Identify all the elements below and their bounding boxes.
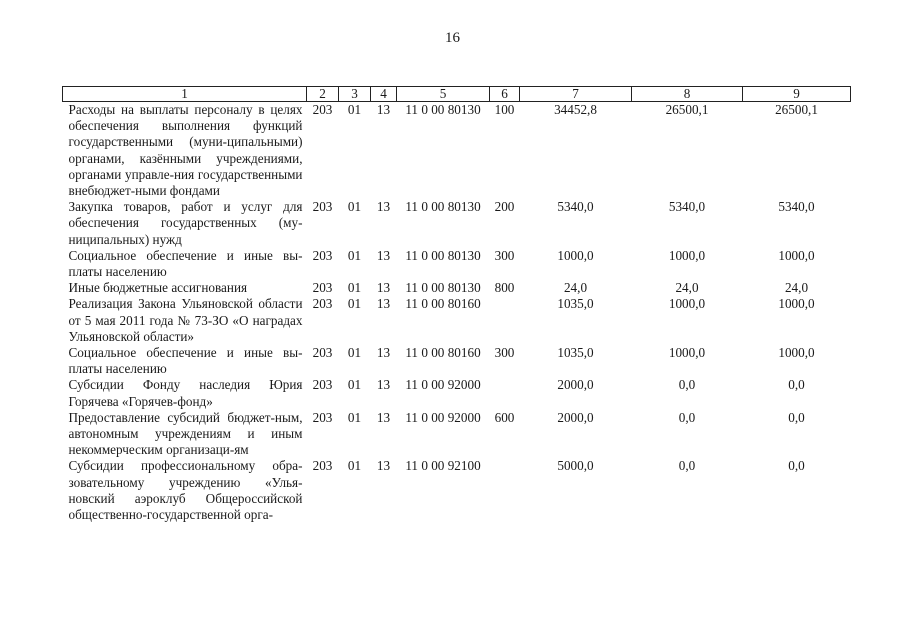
table-row bbox=[63, 410, 851, 459]
row-description: Реализация Закона Ульяновской области от 5 мая 2011 года № 73-ЗО «О наградах Ульяновской области» bbox=[68, 296, 303, 344]
col-header-3: 3 bbox=[339, 87, 371, 102]
col-header-7: 7 bbox=[520, 87, 632, 102]
col-header-6: 6 bbox=[490, 87, 520, 102]
table-row bbox=[63, 377, 851, 409]
table-row bbox=[63, 248, 851, 280]
col-header-4: 4 bbox=[371, 87, 397, 102]
cell-c4: 13 bbox=[376, 247, 391, 263]
cell-c7: 1035,0 bbox=[557, 296, 594, 312]
cell-c6: 200 bbox=[494, 199, 515, 215]
cell-c9: 1000,0 bbox=[778, 296, 815, 312]
table-row bbox=[63, 345, 851, 377]
cell-c3: 01 bbox=[347, 247, 362, 263]
cell-c6: 300 bbox=[494, 247, 515, 263]
cell-c5: 11 0 00 92000 bbox=[405, 377, 481, 393]
cell-c7: 34452,8 bbox=[554, 102, 597, 117]
table-row bbox=[63, 296, 851, 345]
cell-c9: 5340,0 bbox=[778, 199, 815, 215]
cell-c6: 300 bbox=[494, 345, 515, 361]
cell-c5: 11 0 00 80160 bbox=[405, 296, 481, 312]
row-description: Предоставление субсидий бюджет-ным, автономным учреждениям и иным некоммерческим организаци-ям bbox=[68, 409, 303, 458]
cell-c3: 01 bbox=[347, 345, 362, 361]
col-header-2: 2 bbox=[307, 87, 339, 102]
col-header-1: 1 bbox=[63, 87, 307, 102]
cell-c7: 24,0 bbox=[563, 280, 588, 296]
cell-c6: 100 bbox=[494, 102, 515, 117]
row-description: Иные бюджетные ассигнования bbox=[68, 280, 248, 296]
cell-c4: 13 bbox=[376, 345, 391, 361]
cell-c9: 1000,0 bbox=[778, 345, 815, 361]
cell-c4: 13 bbox=[376, 458, 391, 474]
cell-c2: 203 bbox=[312, 458, 333, 474]
cell-c5: 11 0 00 80130 bbox=[405, 199, 481, 215]
cell-c8: 0,0 bbox=[678, 377, 696, 393]
cell-c5: 11 0 00 80130 bbox=[405, 280, 481, 296]
row-description: Социальное обеспечение и иные вы-платы населению bbox=[68, 345, 303, 377]
col-header-9: 9 bbox=[743, 87, 851, 102]
cell-c8: 0,0 bbox=[678, 409, 696, 425]
cell-c2: 203 bbox=[312, 377, 333, 393]
cell-c3: 01 bbox=[347, 296, 362, 312]
cell-c3: 01 bbox=[347, 458, 362, 474]
row-description: Субсидии Фонду наследия Юрия Горячева «Горячев-фонд» bbox=[68, 377, 303, 409]
cell-c7: 1000,0 bbox=[557, 247, 594, 263]
cell-c7: 5000,0 bbox=[557, 458, 594, 474]
cell-c7: 2000,0 bbox=[557, 409, 594, 425]
cell-c4: 13 bbox=[376, 199, 391, 215]
cell-c2: 203 bbox=[312, 296, 333, 312]
row-description: Субсидии профессиональному обра-зовательному учреждению «Улья-новский аэроклуб Общероссийской общественно-государственной орга- bbox=[68, 458, 303, 523]
cell-c9: 1000,0 bbox=[778, 247, 815, 263]
cell-c3: 01 bbox=[347, 102, 362, 117]
cell-c4: 13 bbox=[376, 102, 391, 117]
row-description: Закупка товаров, работ и услуг для обеспечения государственных (му-ниципальных) нужд bbox=[68, 199, 303, 247]
cell-c5: 11 0 00 80130 bbox=[405, 247, 481, 263]
table-row bbox=[63, 458, 851, 523]
cell-c6 bbox=[490, 296, 520, 345]
cell-c9: 26500,1 bbox=[775, 102, 818, 117]
cell-c2: 203 bbox=[312, 280, 333, 296]
cell-c2: 203 bbox=[312, 102, 333, 117]
cell-c2: 203 bbox=[312, 409, 333, 425]
row-description: Расходы на выплаты персоналу в целях обеспечения выполнения функций государственными (муни-ципальными) органами, казёнными учреждениями, органами управле-ния государственными внебюджет-ными фондами bbox=[68, 102, 303, 199]
row-description: Социальное обеспечение и иные вы-платы населению bbox=[68, 247, 303, 280]
header-row bbox=[63, 87, 851, 102]
cell-c4: 13 bbox=[376, 296, 391, 312]
cell-c7: 2000,0 bbox=[557, 377, 594, 393]
cell-c8: 0,0 bbox=[678, 458, 696, 474]
cell-c8: 24,0 bbox=[675, 280, 699, 296]
cell-c3: 01 bbox=[347, 199, 362, 215]
cell-c6 bbox=[490, 458, 520, 523]
cell-c8: 1000,0 bbox=[668, 247, 706, 263]
cell-c4: 13 bbox=[376, 280, 391, 296]
cell-c6: 600 bbox=[494, 409, 515, 425]
cell-c5: 11 0 00 80160 bbox=[405, 345, 481, 361]
col-header-8: 8 bbox=[632, 87, 743, 102]
cell-c9: 0,0 bbox=[788, 458, 805, 474]
cell-c8: 1000,0 bbox=[668, 296, 706, 312]
table-row bbox=[63, 102, 851, 200]
budget-table bbox=[62, 86, 851, 523]
cell-c9: 0,0 bbox=[788, 409, 805, 425]
cell-c5: 11 0 00 80130 bbox=[405, 102, 481, 117]
cell-c3: 01 bbox=[347, 280, 362, 296]
cell-c7: 1035,0 bbox=[557, 345, 594, 361]
cell-c4: 13 bbox=[376, 377, 391, 393]
cell-c6 bbox=[490, 377, 520, 409]
cell-c4: 13 bbox=[376, 409, 391, 425]
cell-c9: 0,0 bbox=[788, 377, 805, 393]
cell-c6: 800 bbox=[494, 280, 515, 296]
cell-c8: 1000,0 bbox=[668, 345, 706, 361]
cell-c8: 26500,1 bbox=[665, 102, 709, 117]
cell-c3: 01 bbox=[347, 377, 362, 393]
cell-c3: 01 bbox=[347, 409, 362, 425]
page-number: 16 bbox=[445, 30, 460, 46]
cell-c2: 203 bbox=[312, 199, 333, 215]
col-header-5: 5 bbox=[397, 87, 490, 102]
table-row bbox=[63, 280, 851, 296]
cell-c7: 5340,0 bbox=[557, 199, 594, 215]
cell-c2: 203 bbox=[312, 247, 333, 263]
cell-c5: 11 0 00 92100 bbox=[405, 458, 481, 474]
table-row bbox=[63, 199, 851, 248]
cell-c2: 203 bbox=[312, 345, 333, 361]
cell-c5: 11 0 00 92000 bbox=[405, 409, 481, 425]
cell-c8: 5340,0 bbox=[668, 199, 706, 215]
cell-c9: 24,0 bbox=[784, 280, 809, 296]
